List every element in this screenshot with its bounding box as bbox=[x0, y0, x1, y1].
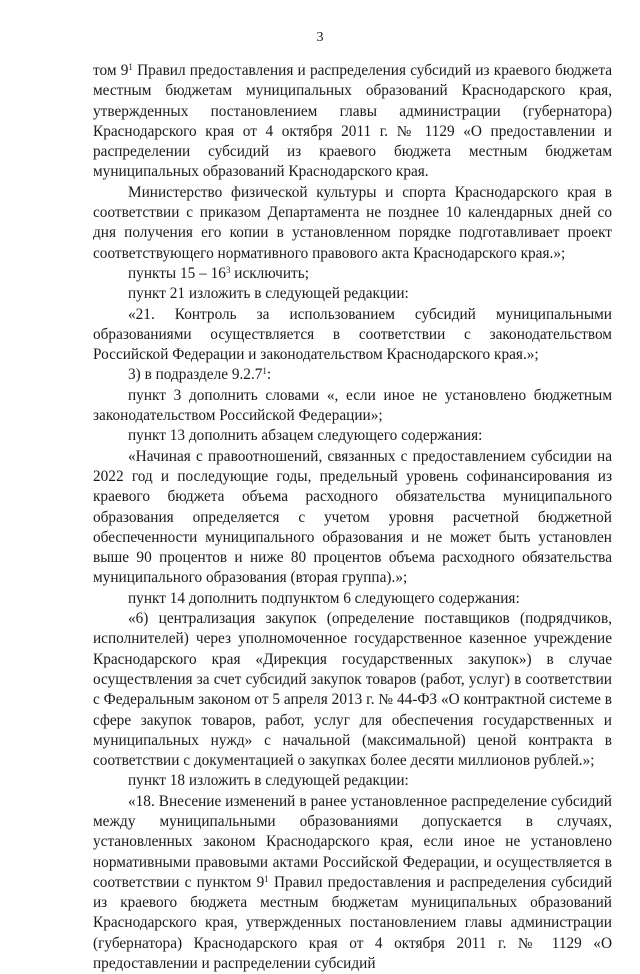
superscript: 3 bbox=[225, 264, 231, 275]
paragraph-text: «21. Контроль за использованием субсидий муниципальными образованиями осуществляется в соответствии с законодательством Российской Федерации и законодательством Краснодарского края.»; bbox=[93, 305, 612, 364]
paragraph-text: исключить; bbox=[230, 264, 309, 282]
paragraph-text: «Начиная с правоотношений, связанных с предоставлением субсидии на 2022 год и последующие годы, предельный уровень софинансирования из краевого бюджета объема расходного обязательства муниципального образования определяется с учетом уровня расчетной бюджетной обеспеченности муниципального образования и не может быть установлен выше 90 процентов и ниже 80 процентов объема расходного обязательства муниципального образования (вторая группа).»; bbox=[93, 447, 612, 587]
paragraph bbox=[93, 305, 612, 366]
paragraph bbox=[93, 386, 612, 427]
paragraph-text: Правил предоставления и распределения субсидий из краевого бюджета местным бюджетам муниципальных образований Краснодарского края, утвержденных постановлением главы администрации (губернатора) Краснодарского края от 4 октября 2011 г. № 1129 «О предоставлении и распределении субсидий bbox=[93, 873, 612, 973]
paragraph-text: пункт 14 дополнить подпунктом 6 следующего содержания: bbox=[128, 589, 520, 607]
paragraph-text: том 9 bbox=[93, 62, 129, 79]
paragraph-text: пункт 18 изложить в следующей редакции: bbox=[128, 772, 409, 790]
paragraph-text: «18. Внесение изменений в ранее установленное распределение субсидий между муниципальными образованиями допускается в случаях, установленных законом Краснодарского края, если иное не установлено нормативными правовыми актами Российской Федерации, и осуществляется в соответствии с пунктом 9 bbox=[93, 792, 612, 891]
paragraph bbox=[93, 365, 612, 385]
paragraph bbox=[93, 264, 612, 284]
paragraph bbox=[93, 589, 612, 609]
document-body bbox=[93, 61, 612, 974]
paragraph-text: «6) централизация закупок (определение поставщиков (подрядчиков, исполнителей) через уполномоченное государственное казенное учреждение Краснодарского края «Дирекция государственных закупок») в случае осуществления за счет субсидий закупок товаров (работ, услуг) в соответствии с Федеральным законом от 5 апреля 2013 г. № 44-ФЗ «О контрактной системе в сфере закупок товаров, работ, услуг для обеспечения государственных и муниципальных нужд» с начальной (максимальной) ценой контракта в соответствии с документацией о закупках более десяти миллионов рублей.»; bbox=[93, 610, 612, 770]
paragraph bbox=[93, 792, 612, 974]
paragraph bbox=[93, 609, 612, 771]
paragraph-text: пункт 13 дополнить абзацем следующего содержания: bbox=[128, 427, 483, 445]
paragraph bbox=[93, 426, 612, 446]
superscript: 1 bbox=[262, 366, 267, 377]
page-number: 3 bbox=[316, 30, 324, 45]
paragraph bbox=[93, 284, 612, 304]
paragraph-text: пункт 21 изложить в следующей редакции: bbox=[128, 285, 409, 303]
paragraph bbox=[93, 771, 612, 791]
superscript: 1 bbox=[264, 873, 269, 884]
paragraph-text: Министерство физической культуры и спорта Краснодарского края в соответствии с приказом Департамента не позднее 10 календарных дней со дня получения его копии в установленном порядке подготавливает проект соответствующего нормативного правового акта Краснодарского края.»; bbox=[93, 183, 612, 262]
paragraph-text: : bbox=[266, 366, 272, 384]
superscript: 1 bbox=[128, 62, 133, 72]
paragraph-text: пункт 3 дополнить словами «, если иное не установлено бюджетным законодательством Российской Федерации»; bbox=[93, 386, 612, 425]
paragraph-text: Правил предоставления и распределения субсидий из краевого бюджета местным бюджетам муниципальных образований Краснодарского края, утвержденных постановлением главы администрации (губернатора) Краснодарского края от 4 октября 2011 г. № 1129 «О предоставлении и распределении субсидий из краевого бюджета местным бюджетам муниципальных образований Краснодарского края. bbox=[93, 62, 612, 181]
paragraph bbox=[93, 183, 612, 264]
paragraph-text: пункты 15 – 16 bbox=[128, 264, 226, 282]
paragraph-text: 3) в подразделе 9.2.7 bbox=[128, 366, 263, 384]
paragraph bbox=[93, 447, 612, 589]
paragraph bbox=[93, 61, 612, 183]
